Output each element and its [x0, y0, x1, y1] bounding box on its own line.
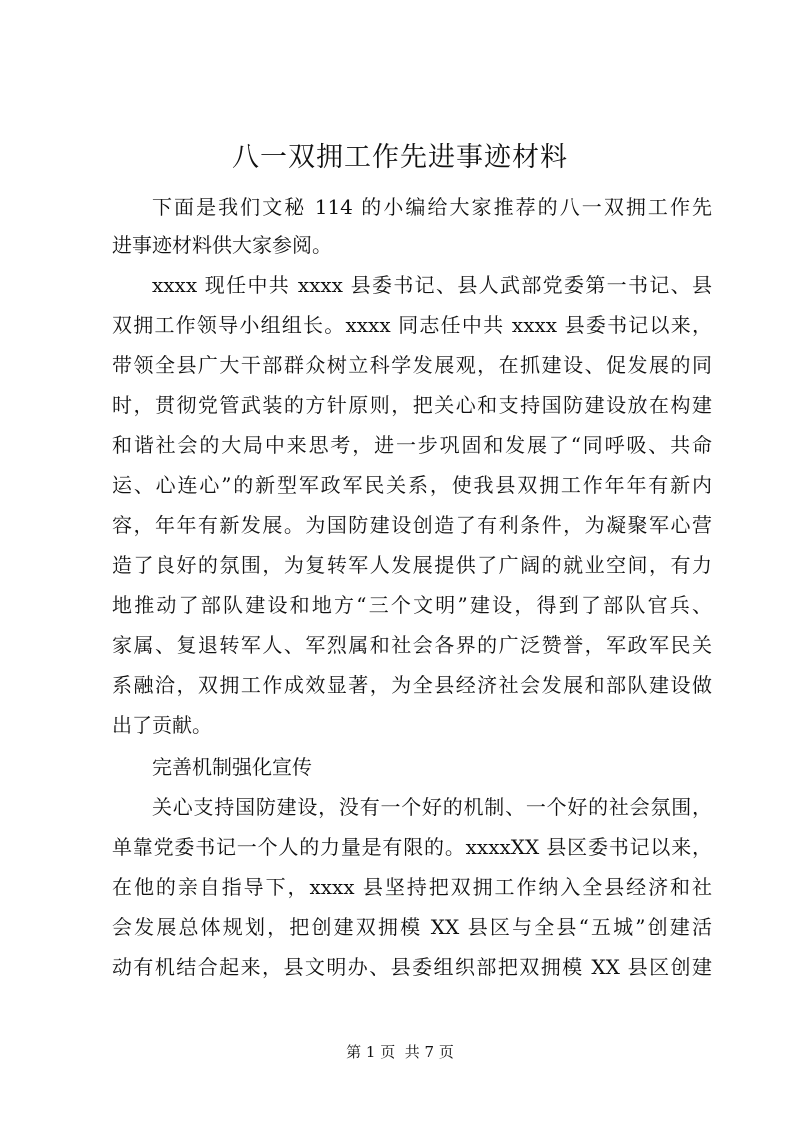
page-footer [0, 1042, 800, 1062]
body-line: 进事迹材料供大家参阅。 [112, 233, 332, 257]
body-line: 下面是我们文秘 114 的小编给大家推荐的八一双拥工作先 [152, 195, 712, 219]
body-line: 家属、复退转军人、军烈属和社会各界的广泛赞誉，军政军民关 [112, 633, 712, 657]
body-line: 和谐社会的大局中来思考，进一步巩固和发展了“同呼吸、共命 [112, 433, 712, 457]
body-line: 在他的亲自指导下，xxxx 县坚持把双拥工作纳入全县经济和社 [112, 875, 712, 899]
body-line: 带领全县广大干部群众树立科学发展观，在抓建设、促发展的同 [112, 353, 712, 377]
body-line: 动有机结合起来，县文明办、县委组织部把双拥模 XX 县区创建 [112, 955, 712, 979]
body-line: 单靠党委书记一个人的力量是有限的。xxxxXX 县区委书记以来， [112, 835, 712, 859]
body-line: 运、心连心”的新型军政军民关系，使我县双拥工作年年有新内 [112, 473, 712, 497]
body-line: 容，年年有新发展。为国防建设创造了有利条件，为凝聚军心营 [112, 513, 712, 537]
body-line: 时，贯彻党管武装的方针原则，把关心和支持国防建设放在构建 [112, 393, 712, 417]
body-line: xxxx 现任中共 xxxx 县委书记、县人武部党委第一书记、县 [152, 273, 712, 297]
body-line: 造了良好的氛围，为复转军人发展提供了广阔的就业空间，有力 [112, 553, 712, 577]
body-line: 关心支持国防建设，没有一个好的机制、一个好的社会氛围， [152, 795, 712, 819]
section-heading: 完善机制强化宣传 [152, 755, 312, 779]
body-line: 双拥工作领导小组组长。xxxx 同志任中共 xxxx 县委书记以来， [112, 313, 712, 337]
document-title: 八一双拥工作先进事迹材料 [232, 142, 568, 173]
page-number-label: 第 1 页 共 7 页 [346, 1043, 454, 1061]
body-line: 会发展总体规划，把创建双拥模 XX 县区与全县“五城”创建活 [112, 915, 712, 939]
body-line: 出了贡献。 [112, 713, 212, 737]
body-line: 地推动了部队建设和地方“三个文明”建设，得到了部队官兵、 [112, 593, 712, 617]
body-line: 系融洽，双拥工作成效显著，为全县经济社会发展和部队建设做 [112, 673, 712, 697]
